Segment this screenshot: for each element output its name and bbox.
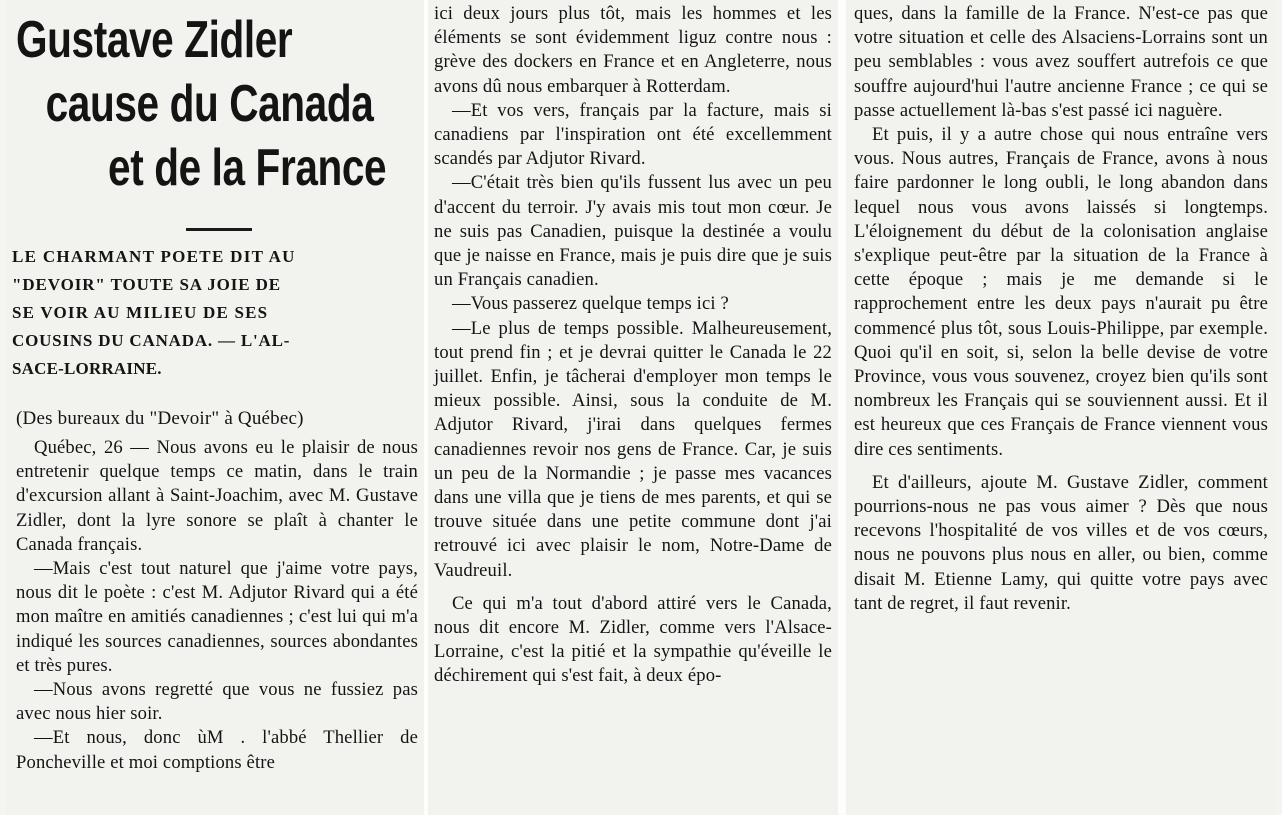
paragraph: ici deux jours plus tôt, mais les hommes et les éléments se sont évidemment liguz contre nous : grève des dockers en France et en Angleterre, nous avons dû nous embarquer à Rotterdam. — [434, 3, 832, 97]
paragraph: Ce qui m'a tout d'abord attiré vers le Canada, nous dit encore M. Zidler, comme vers l'Alsace-Lorraine, c'est la pitié et la sympathie qu'éveille le déchirement qui s'est fait, à deux épo- — [434, 592, 832, 687]
column-1-body — [16, 436, 418, 775]
headline — [16, 8, 422, 200]
paragraph: —Et nous, donc ùM . l'abbé Thellier de Poncheville et moi comptions être — [16, 727, 418, 773]
headline-line-1: Gustave Zidler — [16, 11, 293, 69]
paragraph: —Nous avons regretté que vous ne fussiez pas avec nous hier soir. — [16, 679, 418, 725]
column-gutter — [838, 0, 846, 815]
subheadline-deck — [12, 243, 418, 383]
headline-rule — [186, 228, 252, 231]
deck-line-1: LE CHARMANT POETE DIT AU — [12, 247, 296, 266]
paragraph: —Mais c'est tout naturel que j'aime votre pays, nous dit le poète : c'est M. Adjutor Rivard qui a été mon maître en amitiés canadiennes ; c'est lui qui m'a indiqué les sources canadiennes, sources abondantes et très pures. — [16, 558, 418, 676]
column-1 — [6, 0, 424, 815]
paragraph: —C'était très bien qu'ils fussent lus avec un peu d'accent du terroir. J'y avais mis tout mon cœur. Je ne suis pas Canadien, puisque la destinée a voulu que je naisse en France, mais je puis dire que je suis un Français canadien. — [434, 172, 832, 291]
column-2-body — [434, 2, 832, 689]
paragraph: —Le plus de temps possible. Malheureusement, tout prend fin ; et je devrai quitter le Canada le 22 juillet. Enfin, je tâcherai d'employer mon temps le mieux possible. Ainsi, sous la conduite de M. Adjutor Rivard, j'irai dans quelques fermes canadiennes revoir nos gens de France. Car, je suis un peu de la Normandie ; je passe mes vacances dans une villa que je tiens de mes parents, et qui se trouve située dans une petite commune dont j'ai retrouvé ici avec plaisir le nom, Notre-Dame de Vaudreuil. — [434, 317, 832, 581]
column-3-body — [854, 2, 1268, 616]
column-3 — [846, 0, 1276, 815]
deck-line-3: SE VOIR AU MILIEU DE SES — [12, 303, 269, 322]
paragraph: —Et vos vers, français par la facture, mais si canadiens par l'inspiration ont été excellemment scandés par Adjutor Rivard. — [434, 99, 832, 170]
byline: (Des bureaux du "Devoir" à Québec) — [16, 408, 304, 429]
headline-line-3: et de la France — [108, 139, 387, 197]
paragraph: Québec, 26 — Nous avons eu le plaisir de nous entretenir quelque temps ce matin, dans le train d'excursion allant à Saint-Joachim, avec M. Gustave Zidler, dont la lyre sonore se plaît à chanter le Canada français. — [16, 437, 418, 555]
deck-line-2: "DEVOIR" TOUTE SA JOIE DE — [12, 275, 282, 294]
deck-line-5: SACE-LORRAINE. — [12, 359, 162, 378]
paragraph: Et d'ailleurs, ajoute M. Gustave Zidler, comment pourrions-nous ne pas vous aimer ? Dès que nous recevons l'hospitalité de vos villes et de vos cœurs, nous ne pouvons plus nous en aller, ou bien, comme disait M. Etienne Lamy, qui quitte votre pays avec tant de regret, il faut revenir. — [854, 471, 1268, 614]
paragraph: ques, dans la famille de la France. N'est-ce pas que votre situation et celle des Alsaciens-Lorrains sont un peu semblables : vous avez souffert autrefois ce que souffre aujourd'hui l'autre ancienne France ; ce qui se passe actuellement là-bas s'est passé ici naguère. — [854, 3, 1268, 121]
headline-line-2: cause du Canada — [45, 75, 374, 133]
deck-line-4: COUSINS DU CANADA. — L'AL- — [12, 331, 291, 350]
paragraph: —Vous passerez quelque temps ici ? — [452, 293, 729, 315]
paragraph: Et puis, il y a autre chose qui nous entraîne vers vous. Nous autres, Français de France, avons à nous faire pardonner le long oubli, le long abandon dans lequel nous vous avons laissés si longtemps. L'éloignement du début de la colonisation anglaise s'explique peut-être par la situation de la France à cette époque ; mais je me demande si le rapprochement entre les deux pays n'aurait pu être commencé plus tôt, sous Louis-Philippe, par exemple. Quoi qu'il en soit, si, selon la belle devise de votre Province, vous vous souvenez, croyez bien qu'ils sont nombreux les Français qui se souviennent aussi. Et il est heureux que ces Français de France viennent vous dire ces sentiments. — [854, 124, 1268, 460]
column-2 — [428, 0, 838, 815]
